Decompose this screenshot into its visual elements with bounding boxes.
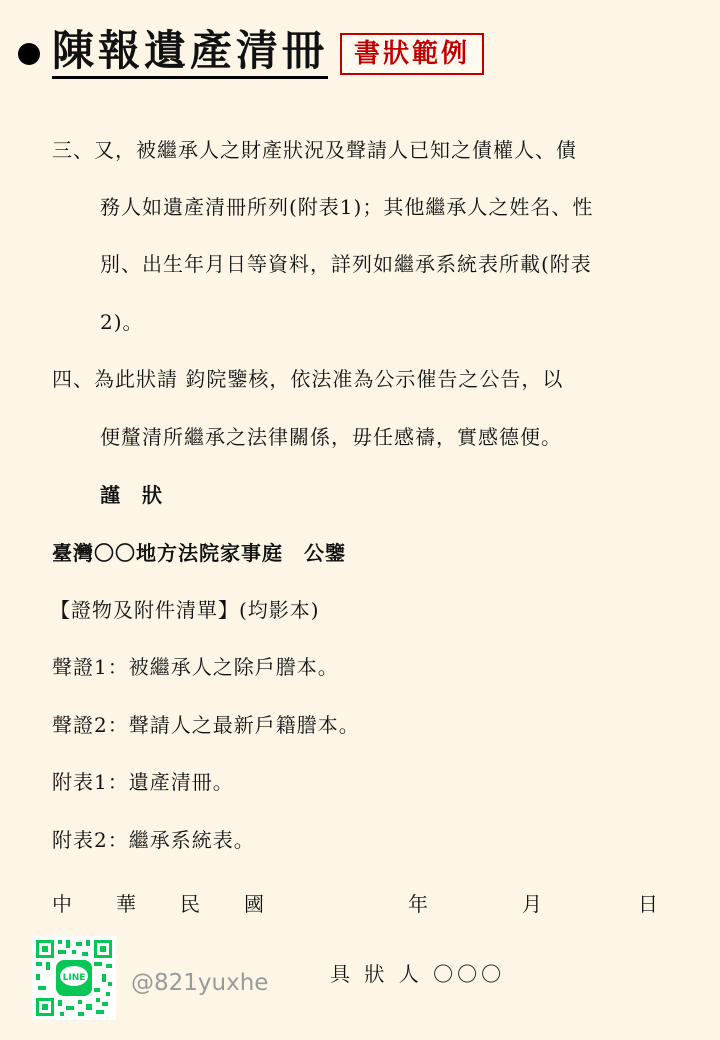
qr-logo-label: LINE xyxy=(62,973,86,983)
date-month: 月 xyxy=(522,892,542,916)
date-char: 中 xyxy=(52,892,72,916)
item3-line3: 別、出生年月日等資料，詳列如繼承系統表所載(附表 xyxy=(100,252,592,276)
header xyxy=(18,26,484,82)
page-title: 陳報遺產清冊 xyxy=(52,30,328,79)
item4-line1: 四、為此狀請 鈞院鑒核，依法准為公示催告之公告，以 xyxy=(52,367,564,391)
signer-line: 具 狀 人 〇〇〇 xyxy=(330,962,506,986)
item3-line2: 務人如遺產清冊所列(附表1)；其他繼承人之姓名、性 xyxy=(100,195,594,219)
date-char: 民 xyxy=(180,892,200,916)
evidence-heading: 【證物及附件清單】(均影本) xyxy=(50,598,320,622)
evidence-item: 聲證2：聲請人之最新戶籍謄本。 xyxy=(52,713,360,737)
evidence-item: 聲證1：被繼承人之除戶謄本。 xyxy=(52,655,339,679)
closing-text: 謹 狀 xyxy=(100,483,163,507)
court-addressee: 臺灣〇〇地方法院家事庭 公鑒 xyxy=(52,541,346,565)
item3-line4: 2)。 xyxy=(100,310,144,334)
date-char: 國 xyxy=(244,892,264,916)
item3-line1: 三、又，被繼承人之財產狀況及聲請人已知之債權人、債 xyxy=(52,138,577,162)
item4-line2: 便釐清所繼承之法律關係，毋任感禱，實感德便。 xyxy=(100,425,562,449)
bullet-icon xyxy=(18,43,40,65)
evidence-item: 附表1：遺產清冊。 xyxy=(52,770,234,794)
account-handle: @821yuxhe xyxy=(131,970,269,996)
date-year: 年 xyxy=(408,892,428,916)
sample-stamp: 書狀範例 xyxy=(340,33,484,75)
date-row xyxy=(0,888,720,916)
date-char: 華 xyxy=(116,892,136,916)
evidence-item: 附表2：繼承系統表。 xyxy=(52,828,255,852)
line-qr-code-icon xyxy=(32,936,116,1020)
date-day: 日 xyxy=(638,892,658,916)
